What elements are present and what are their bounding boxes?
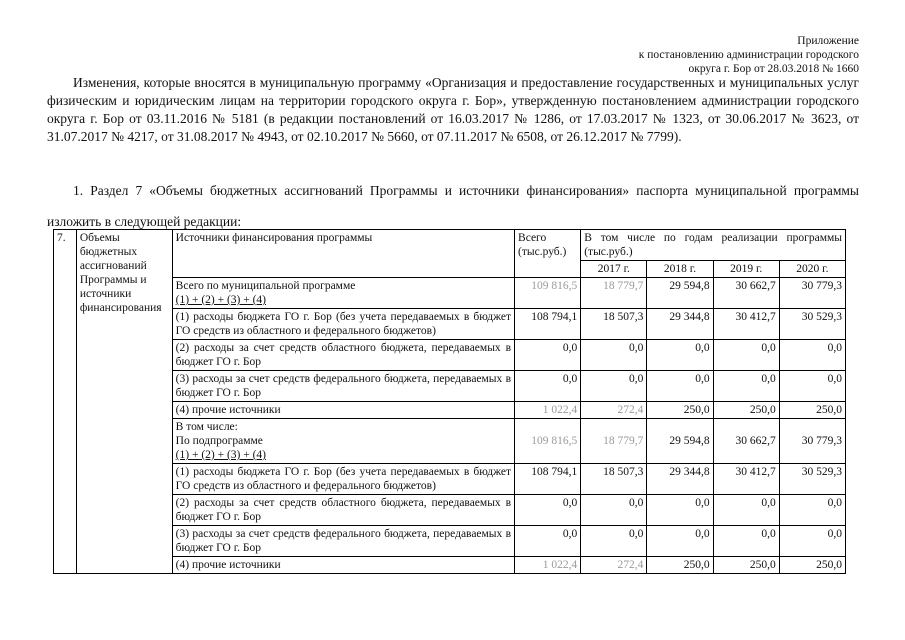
total-cell: 0,0: [515, 495, 581, 526]
value-2019: 30 662,7: [713, 278, 779, 309]
value-2017: 0,0: [581, 340, 647, 371]
table-row: [54, 402, 846, 419]
value-2020: 30 779,3: [779, 419, 845, 464]
header-total: Всего (тыс.руб.): [515, 230, 581, 278]
value-2017: 18 507,3: [581, 464, 647, 495]
value-2019: 0,0: [713, 371, 779, 402]
row-number-cell: 7.: [54, 230, 77, 574]
value-2019: 30 662,7: [713, 419, 779, 464]
total-cell: 109 816,5: [515, 278, 581, 309]
table-row: [54, 526, 846, 557]
total-cell: 109 816,5: [515, 419, 581, 464]
source-cell: (2) расходы за счет средств областного бюджета, передаваемых в бюджет ГО г. Бор: [172, 340, 514, 371]
value-2019: 0,0: [713, 526, 779, 557]
table-header-row: [54, 230, 846, 261]
value-2017: 272,4: [581, 557, 647, 574]
value-2018: 29 344,8: [647, 464, 713, 495]
source-sublabel: По подпрограмме: [175, 435, 263, 447]
appendix-header: [639, 34, 859, 76]
source-cell: [172, 419, 514, 464]
table-row: [54, 557, 846, 574]
value-2020: 0,0: [779, 371, 845, 402]
value-2018: 29 344,8: [647, 309, 713, 340]
source-cell: (3) расходы за счет средств федерального бюджета, передаваемых в бюджет ГО г. Бор: [172, 526, 514, 557]
value-2020: 0,0: [779, 340, 845, 371]
value-2019: 0,0: [713, 495, 779, 526]
table-row: [54, 371, 846, 402]
value-2018: 29 594,8: [647, 278, 713, 309]
value-2020: 30 529,3: [779, 464, 845, 495]
source-formula: (1) + (2) + (3) + (4): [175, 449, 267, 461]
value-2017: 18 779,7: [581, 278, 647, 309]
value-2017: 272,4: [581, 402, 647, 419]
financing-table: [53, 229, 846, 574]
value-2020: 30 779,3: [779, 278, 845, 309]
appendix-line-2: к постановлению администрации городского: [638, 49, 859, 61]
table-row: [54, 340, 846, 371]
section-title-cell: Объемы бюджетных ассигнований Программы и источники финансирования: [76, 230, 172, 574]
value-2017: 0,0: [581, 526, 647, 557]
value-2017: 0,0: [581, 495, 647, 526]
table-row: [54, 464, 846, 495]
source-cell: (4) прочие источники: [172, 557, 514, 574]
value-2017: 18 779,7: [581, 419, 647, 464]
value-2017: 18 507,3: [581, 309, 647, 340]
value-2020: 0,0: [779, 495, 845, 526]
section-paragraph: 1. Раздел 7 «Объемы бюджетных ассигнований Программы и источники финансирования» паспорта муниципальной программы изложить в следующей редакции:: [47, 183, 859, 229]
source-cell: [172, 278, 514, 309]
value-2019: 250,0: [713, 402, 779, 419]
appendix-line-1: Приложение: [797, 35, 859, 47]
source-cell: (3) расходы за счет средств федерального бюджета, передаваемых в бюджет ГО г. Бор: [172, 371, 514, 402]
source-label: В том числе:: [175, 421, 238, 433]
header-year-2019: 2019 г.: [713, 261, 779, 278]
value-2019: 0,0: [713, 340, 779, 371]
value-2019: 30 412,7: [713, 309, 779, 340]
source-cell: (2) расходы за счет средств областного бюджета, передаваемых в бюджет ГО г. Бор: [172, 495, 514, 526]
source-cell: (1) расходы бюджета ГО г. Бор (без учета передаваемых в бюджет ГО средств из областного и федерального бюджетов): [172, 464, 514, 495]
total-cell: 108 794,1: [515, 464, 581, 495]
header-year-2017: 2017 г.: [581, 261, 647, 278]
header-sources: Источники финансирования программы: [172, 230, 514, 278]
value-2019: 30 412,7: [713, 464, 779, 495]
source-cell: (1) расходы бюджета ГО г. Бор (без учета передаваемых в бюджет ГО средств из областного и федерального бюджетов): [172, 309, 514, 340]
source-label: Всего по муниципальной программе: [175, 280, 356, 292]
header-by-years: В том числе по годам реализации программы (тыс.руб.): [581, 230, 846, 261]
value-2020: 250,0: [779, 402, 845, 419]
header-year-2020: 2020 г.: [779, 261, 845, 278]
value-2020: 0,0: [779, 526, 845, 557]
value-2020: 250,0: [779, 557, 845, 574]
value-2018: 250,0: [647, 557, 713, 574]
source-cell: (4) прочие источники: [172, 402, 514, 419]
intro-paragraph: Изменения, которые вносятся в муниципальную программу «Организация и предоставление государственных и муниципальных услуг физическим и юридическим лицам на территории городского округа г. Бор», утвержденную постановлением администрации городского округа г. Бор от 03.11.2016 № 5181 (в редакции постановлений от 16.03.2017 № 1286, от 17.03.2017 № 1323, от 30.06.2017 № 3623, от 31.07.2017 № 4217, от 31.08.2017 № 4943, от 02.10.2017 № 5660, от 07.11.2017 № 6508, от 26.12.2017 № 7799).: [47, 75, 859, 144]
source-formula: (1) + (2) + (3) + (4): [175, 294, 267, 306]
table-row: [54, 309, 846, 340]
total-cell: 108 794,1: [515, 309, 581, 340]
total-cell: 0,0: [515, 526, 581, 557]
header-year-2018: 2018 г.: [647, 261, 713, 278]
value-2017: 0,0: [581, 371, 647, 402]
value-2018: 0,0: [647, 526, 713, 557]
value-2019: 250,0: [713, 557, 779, 574]
table-row: [54, 419, 846, 464]
total-cell: 0,0: [515, 371, 581, 402]
value-2018: 0,0: [647, 495, 713, 526]
value-2018: 29 594,8: [647, 419, 713, 464]
total-cell: 1 022,4: [515, 557, 581, 574]
value-2018: 0,0: [647, 340, 713, 371]
table-row: [54, 278, 846, 309]
value-2018: 250,0: [647, 402, 713, 419]
value-2020: 30 529,3: [779, 309, 845, 340]
total-cell: 0,0: [515, 340, 581, 371]
value-2018: 0,0: [647, 371, 713, 402]
total-cell: 1 022,4: [515, 402, 581, 419]
table-row: [54, 495, 846, 526]
appendix-line-3: округа г. Бор от 28.03.2018 № 1660: [688, 63, 859, 75]
